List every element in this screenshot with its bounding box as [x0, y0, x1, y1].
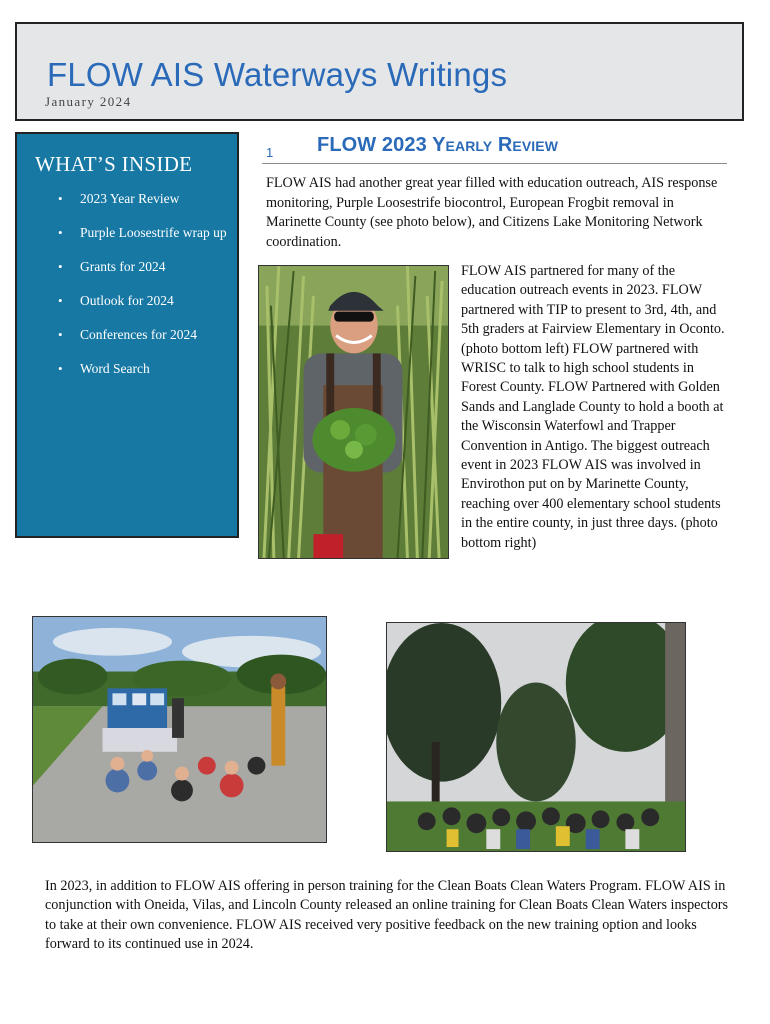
- outreach-paragraph: FLOW AIS partnered for many of the education outreach events in 2023. FLOW partnered with TIP to present to 3rd, 4th, and 5th graders at Fairview Elementary in Oconto. (photo bottom left) FLOW partnered with WRISC to talk to high school students in Forest County. FLOW Partnered with Golden Sands and Langlade County to hold a booth at the Wisconsin Waterfowl and Trapper Convention in Antigo. The biggest outreach event in 2023 FLOW AIS was involved in Envirothon put on by Marinette County, reaching over 400 elementary school students in the entire county, in just three days. (photo bottom right): [461, 263, 725, 551]
- intro-paragraph: FLOW AIS had another great year filled with education outreach, AIS response monitoring, Purple Loosestrife biocontrol, European Frogbit removal in Marinette County (see photo below), and Citizens Lake Monitoring Network coordination.: [266, 175, 718, 250]
- frogbit-removal-photo: [258, 265, 449, 559]
- issue-date: January 2024: [45, 94, 132, 109]
- contents-list: [17, 188, 237, 392]
- contents-item: • Conferences for 2024: [17, 324, 237, 346]
- section-title: FLOW 2023 Yearly Review: [317, 134, 559, 156]
- envirothon-photo: [386, 622, 686, 852]
- contents-item: • Word Search: [17, 358, 237, 380]
- sidebar-heading: WHAT’S INSIDE: [35, 152, 193, 176]
- newsletter-banner: [15, 22, 744, 121]
- fairview-elementary-photo: [32, 616, 327, 843]
- section-divider: [262, 163, 727, 164]
- clean-boats-paragraph: In 2023, in addition to FLOW AIS offering in person training for the Clean Boats Clean Waters Program. FLOW AIS in conjunction with Oneida, Vilas, and Lincoln County released an online training for Clean Boats Clean Waters inspectors to take at their own convenience. FLOW AIS received very positive feedback on the new training option and looks forward to its continued use in 2024.: [45, 878, 729, 953]
- contents-item: • Outlook for 2024: [17, 290, 237, 312]
- section-number: 1: [266, 145, 274, 160]
- contents-item: • 2023 Year Review: [17, 188, 237, 210]
- contents-item: • Purple Loosestrife wrap up: [17, 222, 237, 244]
- contents-item: • Grants for 2024: [17, 256, 237, 278]
- newsletter-title: FLOW AIS Waterways Writings: [47, 56, 508, 93]
- whats-inside-sidebar: [15, 132, 239, 538]
